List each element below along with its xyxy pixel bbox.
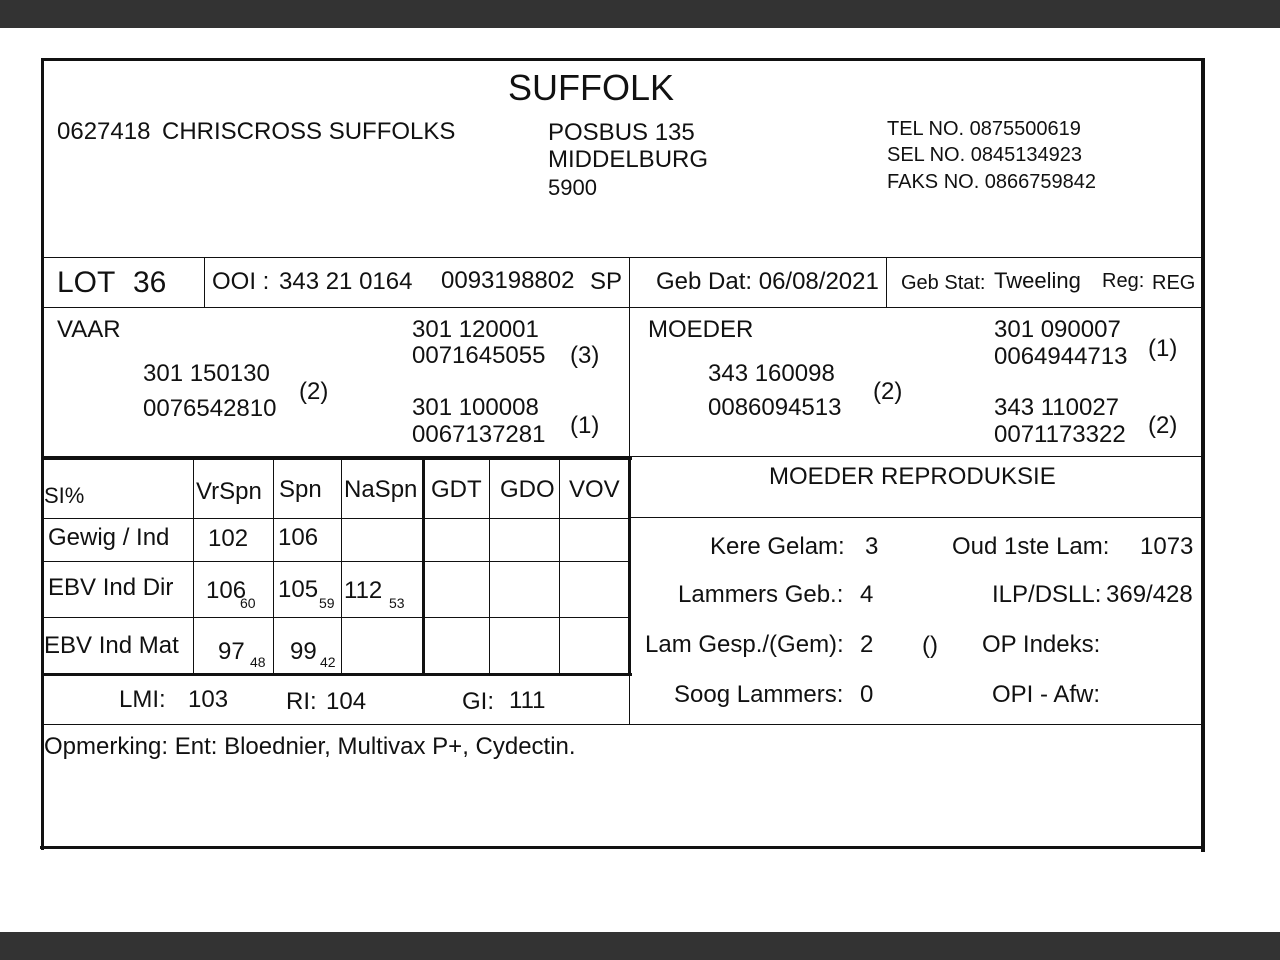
ebv-dir-naspn-accuracy: 53	[389, 595, 405, 611]
viewer-top-bar	[0, 0, 1280, 28]
dam-dam-count: (2)	[1148, 412, 1178, 439]
tel-number: TEL NO. 0875500619	[887, 118, 1081, 140]
ri-value: 104	[326, 688, 367, 715]
ebv-dir-vrspn-accuracy: 60	[240, 595, 256, 611]
birth-status-label: Geb Stat:	[901, 272, 986, 294]
dam-dam-id1: 343 110027	[994, 394, 1120, 421]
frame-top	[42, 58, 1204, 61]
sel-number: SEL NO. 0845134923	[887, 144, 1082, 166]
ooi-value: 343 21 0164	[279, 268, 413, 295]
breeder-name: CHRISCROSS SUFFOLKS	[162, 118, 456, 145]
dam-id2: 0086094513	[708, 394, 842, 421]
sire-dam-id2: 0067137281	[412, 421, 546, 448]
sire-dam-count: (1)	[570, 412, 600, 439]
col-header-naspn: NaSpn	[344, 476, 418, 503]
col-header-vov: VOV	[569, 476, 620, 503]
rule-table-bottom	[42, 673, 632, 676]
gi-value: 111	[509, 687, 546, 714]
col-header-gdo: GDO	[500, 476, 555, 503]
col-header-spn: Spn	[279, 476, 322, 503]
faks-number: FAKS NO. 0866759842	[887, 171, 1097, 193]
rule-table-right	[628, 457, 631, 675]
dam-count: (2)	[873, 378, 903, 405]
col-header-vrspn: VrSpn	[196, 478, 262, 505]
ebv-dir-spn: 105	[278, 576, 319, 603]
lmi-value: 103	[188, 686, 229, 713]
rule-lot-divider	[204, 258, 205, 308]
lot-label: LOT	[57, 266, 116, 299]
gewig-spn: 106	[278, 524, 319, 551]
rule-col-vrspn	[193, 460, 194, 674]
breed-title: SUFFOLK	[508, 67, 675, 108]
op-indeks-label: OP Indeks:	[982, 631, 1101, 658]
frame-bottom	[40, 846, 1202, 849]
reg-label: Reg:	[1102, 270, 1145, 292]
sire-count: (2)	[299, 378, 329, 405]
kere-gelam-value: 3	[865, 533, 879, 560]
birth-status-value: Tweeling	[994, 268, 1081, 293]
rule-col-vov	[559, 460, 560, 674]
ebv-mat-vrspn-accuracy: 48	[250, 654, 266, 670]
ooi-label: OOI :	[212, 268, 270, 295]
lam-gem-value: ()	[922, 632, 938, 659]
lam-gesp-label: Lam Gesp./(Gem):	[645, 631, 844, 658]
sire-sire-count: (3)	[570, 342, 600, 369]
viewer-bottom-bar	[0, 932, 1280, 960]
sire-sire-id1: 301 120001	[412, 316, 539, 343]
rule-lot-bottom	[42, 307, 1204, 308]
ebv-dir-vrspn: 106	[206, 577, 247, 604]
rule-col-gdt	[422, 460, 425, 674]
row-label-gewig: Gewig / Ind	[48, 524, 170, 551]
rule-table-row2	[44, 617, 630, 618]
lammers-geb-label: Lammers Geb.:	[678, 581, 844, 608]
rule-table-row1	[44, 561, 630, 562]
rule-remarks-top	[42, 724, 1204, 725]
ebv-mat-vrspn: 97	[218, 638, 245, 665]
sire-id1: 301 150130	[143, 360, 270, 387]
rule-table-header	[44, 518, 630, 519]
row-label-ebv-dir: EBV Ind Dir	[48, 574, 174, 601]
oud-lam-label: Oud 1ste Lam:	[952, 533, 1110, 560]
remarks: Opmerking: Ent: Bloednier, Multivax P+, Cydectin.	[44, 733, 576, 760]
rule-repro-title	[630, 517, 1202, 518]
lam-gesp-value: 2	[860, 631, 874, 658]
rule-col-naspn	[341, 460, 342, 674]
oud-lam-value: 1073	[1140, 533, 1194, 560]
rule-sp-divider	[629, 258, 630, 308]
address-line-2: MIDDELBURG	[548, 146, 709, 173]
rule-date-divider	[886, 258, 887, 308]
rule-table-top	[42, 457, 632, 460]
rule-lot-top	[42, 257, 1204, 258]
col-header-gdt: GDT	[431, 476, 482, 503]
lmi-label: LMI:	[119, 686, 166, 713]
row-label-ebv-mat: EBV Ind Mat	[44, 632, 179, 659]
soog-value: 0	[860, 681, 874, 708]
birth-date: Geb Dat: 06/08/2021	[656, 268, 879, 295]
dam-sire-id2: 0064944713	[994, 343, 1128, 370]
ri-label: RI:	[286, 688, 317, 715]
ebv-mat-spn-accuracy: 42	[320, 654, 336, 670]
rule-col-gdo	[489, 460, 490, 674]
rule-col-spn	[273, 460, 274, 674]
address-line-1: POSBUS 135	[548, 119, 695, 146]
opi-label: OPI - Afw:	[992, 681, 1101, 708]
reg-value: REG	[1152, 272, 1196, 294]
kere-gelam-label: Kere Gelam:	[710, 533, 845, 560]
ebv-dir-spn-accuracy: 59	[319, 595, 335, 611]
gewig-vrspn: 102	[208, 525, 249, 552]
sire-label: VAAR	[57, 316, 121, 343]
lot-number: 36	[133, 266, 167, 299]
gi-label: GI:	[462, 688, 495, 715]
table-corner-si: SI%	[44, 483, 85, 508]
lammers-geb-value: 4	[860, 581, 874, 608]
ilp-value: 369/428	[1106, 581, 1193, 608]
address-line-3: 5900	[548, 175, 597, 200]
dam-dam-id2: 0071173322	[994, 421, 1126, 448]
frame-right	[1201, 58, 1205, 852]
ebv-dir-naspn: 112	[344, 577, 383, 604]
reproduction-title: MOEDER REPRODUKSIE	[769, 463, 1056, 490]
sire-id2: 0076542810	[143, 395, 277, 422]
ebv-mat-spn: 99	[290, 638, 317, 665]
ilp-label: ILP/DSLL:	[992, 581, 1102, 608]
dam-label: MOEDER	[648, 316, 754, 343]
sire-sire-id2: 0071645055	[412, 342, 546, 369]
frame-left	[41, 58, 44, 850]
dam-sire-count: (1)	[1148, 335, 1178, 362]
soog-label: Soog Lammers:	[674, 681, 844, 708]
dam-id1: 343 160098	[708, 360, 835, 387]
lot-id-number: 0093198802	[441, 267, 575, 294]
lot-sp: SP	[590, 268, 623, 295]
breeder-code: 0627418	[57, 118, 151, 145]
dam-sire-id1: 301 090007	[994, 316, 1121, 343]
sire-dam-id1: 301 100008	[412, 394, 539, 421]
